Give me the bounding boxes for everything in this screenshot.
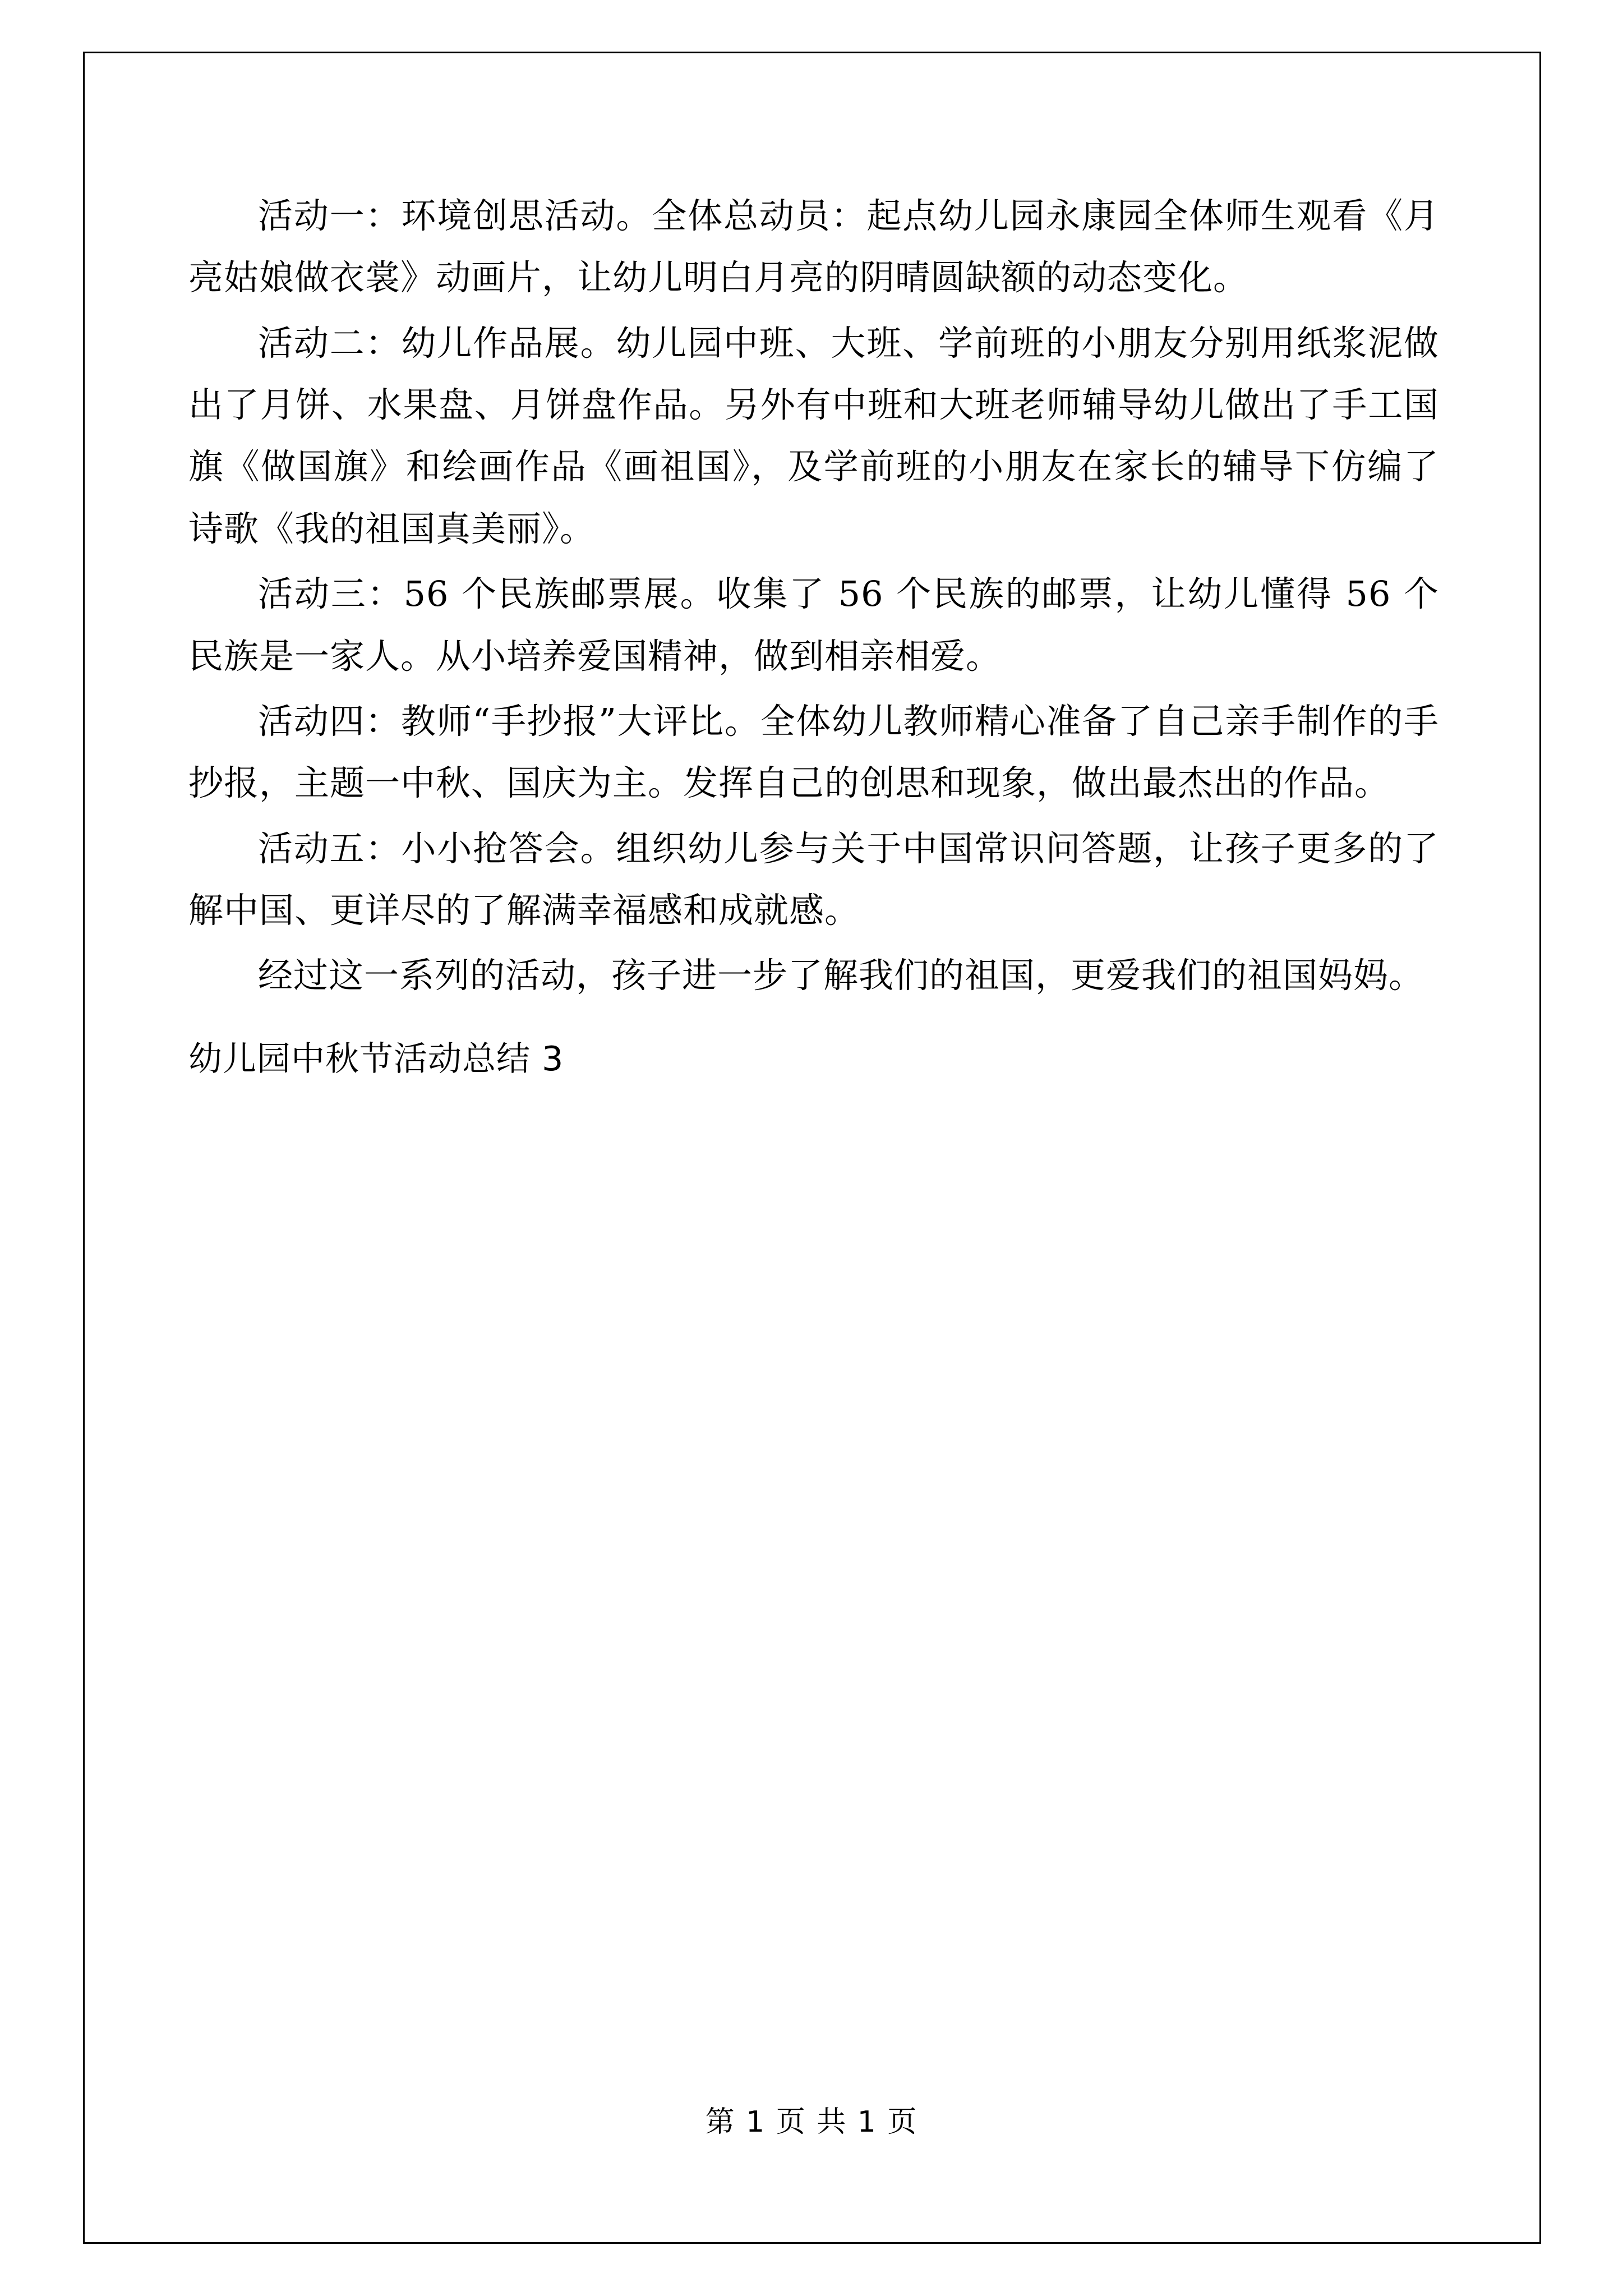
paragraph: 活动二：幼儿作品展。幼儿园中班、大班、学前班的小朋友分别用纸浆泥做出了月饼、水果盘、月饼盘作品。另外有中班和大班老师辅导幼儿做出了手工国旗《做国旗》和绘画作品《画祖国》，及学前班的小朋友在家长的辅导下仿编了诗歌《我的祖国真美丽》。	[188, 322, 1439, 549]
paragraph: 活动三：56 个民族邮票展。收集了 56 个民族的邮票，让幼儿懂得 56 个民族是一家人。从小培养爱国精神，做到相亲相爱。	[188, 573, 1439, 677]
section-heading: 幼儿园中秋节活动总结 3	[188, 1039, 564, 1079]
paragraph: 活动四：教师“手抄报”大评比。全体幼儿教师精心准备了自己亲手制作的手抄报，主题一中秋、国庆为主。发挥自己的创思和现象，做出最杰出的作品。	[188, 700, 1439, 804]
paragraph: 活动五：小小抢答会。组织幼儿参与关于中国常识问答题，让孩子更多的了解中国、更详尽的了解满幸福感和成就感。	[188, 827, 1439, 931]
paragraph: 活动一：环境创思活动。全体总动员：起点幼儿园永康园全体师生观看《月亮姑娘做衣裳》动画片，让幼儿明白月亮的阴晴圆缺额的动态变化。	[188, 195, 1439, 298]
page-footer: 第 1 页 共 1 页	[705, 2105, 918, 2139]
document-body	[188, 185, 1439, 1089]
paragraph: 经过这一系列的活动，孩子进一步了解我们的祖国，更爱我们的祖国妈妈。	[258, 955, 1424, 996]
